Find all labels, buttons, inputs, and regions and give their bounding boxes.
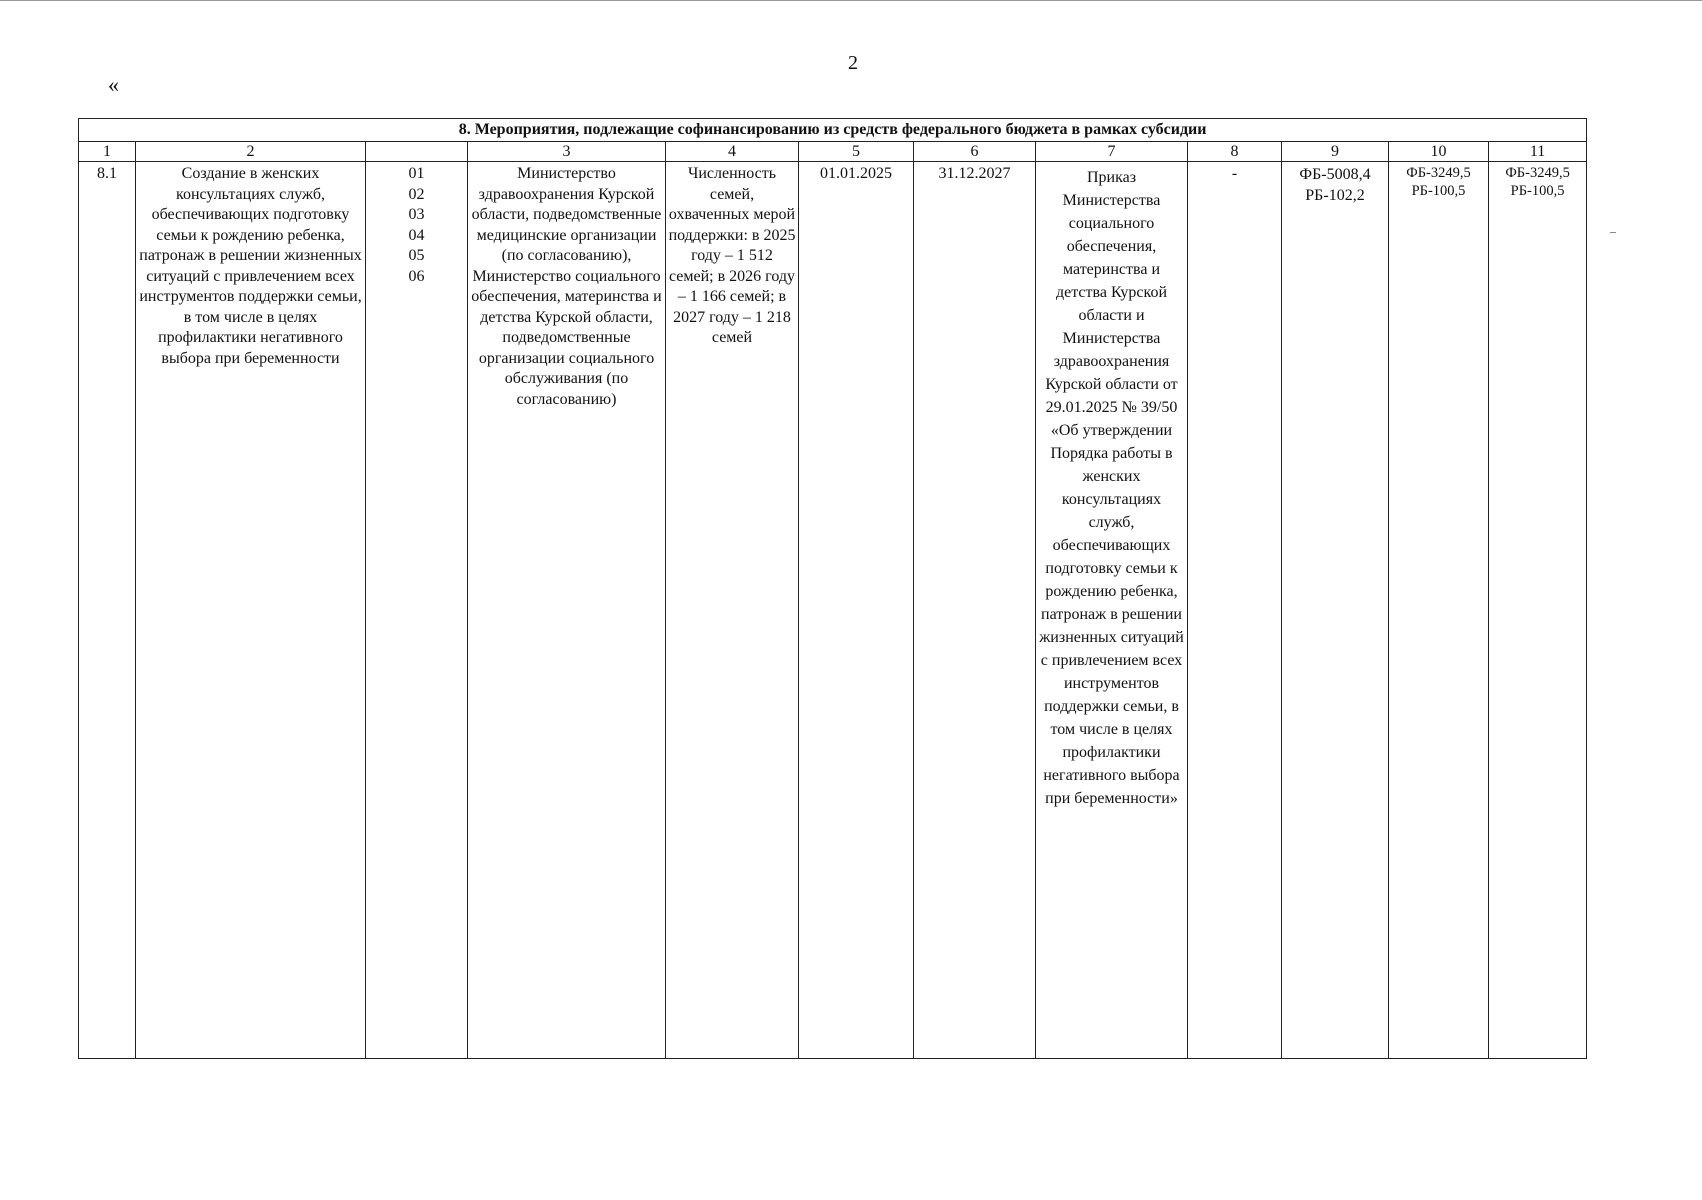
code-item: 01 [408, 165, 425, 182]
table-title: 8. Мероприятия, подлежащие софинансированию из средств федерального бюджета в рамках субсидии [79, 119, 1587, 142]
column-number-8: 8 [1188, 142, 1282, 162]
funding-regional: РБ-100,5 [1411, 183, 1466, 199]
funding-regional: РБ-100,5 [1510, 183, 1565, 199]
code-item: 05 [408, 247, 425, 264]
funding-total [1282, 162, 1389, 1059]
column-number-5: 5 [799, 142, 914, 162]
page-number: 2 [848, 52, 858, 74]
column-number-6: 6 [914, 142, 1036, 162]
column-number-9: 9 [1282, 142, 1389, 162]
funding-year-2 [1389, 162, 1489, 1059]
measure-description: Создание в женских консультациях служб, обеспечивающих подготовку семьи к рождению ребенка, патронаж в решении жизненных ситуаций с привлечением всех инструментов поддержки семьи, в том числе в целях профилактики негативного выбора при беременности [136, 162, 366, 1059]
code-item: 04 [408, 226, 425, 244]
table-title-row [79, 119, 1587, 142]
funding-federal: ФБ-5008,4 [1299, 166, 1371, 183]
funding-federal: ФБ-3249,5 [1406, 165, 1471, 181]
end-date: 31.12.2027 [914, 162, 1036, 1059]
margin-mark [1610, 232, 1616, 233]
start-date: 01.01.2025 [799, 162, 914, 1059]
measures-table [78, 118, 1587, 1059]
column-8-value: - [1188, 162, 1282, 1059]
column-number-4: 4 [666, 142, 799, 162]
target-indicator: Численность семей, охваченных мерой поддержки: в 2025 году – 1 512 семей; в 2026 году – 1 166 семей; в 2027 году – 1 218 семей [666, 162, 799, 1059]
funding-regional: РБ-102,2 [1305, 187, 1365, 204]
column-number-row [79, 142, 1587, 162]
code-list [366, 162, 468, 1059]
column-number-10: 10 [1389, 142, 1489, 162]
column-number-11: 11 [1489, 142, 1587, 162]
code-item: 02 [408, 185, 425, 203]
column-number-7: 7 [1036, 142, 1188, 162]
funding-federal: ФБ-3249,5 [1505, 165, 1570, 181]
measure-number: 8.1 [79, 162, 136, 1059]
column-number-1: 1 [79, 142, 136, 162]
code-item: 03 [408, 206, 425, 223]
page-top-edge [0, 0, 1702, 1]
funding-year-3 [1489, 162, 1587, 1059]
responsible-executors: Министерство здравоохранения Курской области, подведомственные медицинские организации (по согласованию), Министерство социального обеспечения, материнства и детства Курской области, подведомственные организации социального обслуживания (по согласованию) [468, 162, 666, 1059]
code-item: 06 [408, 267, 425, 285]
table-row [79, 162, 1587, 1059]
opening-quote-mark: « [108, 72, 119, 97]
column-number-blank [366, 142, 468, 162]
legal-act: Приказ Министерства социального обеспечения, материнства и детства Курской области и Министерства здравоохранения Курской области от 29.01.2025 № 39/50 «Об утверждении Порядка работы в женских консультациях служб, обеспечивающих подготовку семьи к рождению ребенка, патронаж в решении жизненных ситуаций с привлечением всех инструментов поддержки семьи, в том числе в целях профилактики негативного выбора при беременности» [1036, 162, 1188, 1059]
column-number-3: 3 [468, 142, 666, 162]
column-number-2: 2 [136, 142, 366, 162]
